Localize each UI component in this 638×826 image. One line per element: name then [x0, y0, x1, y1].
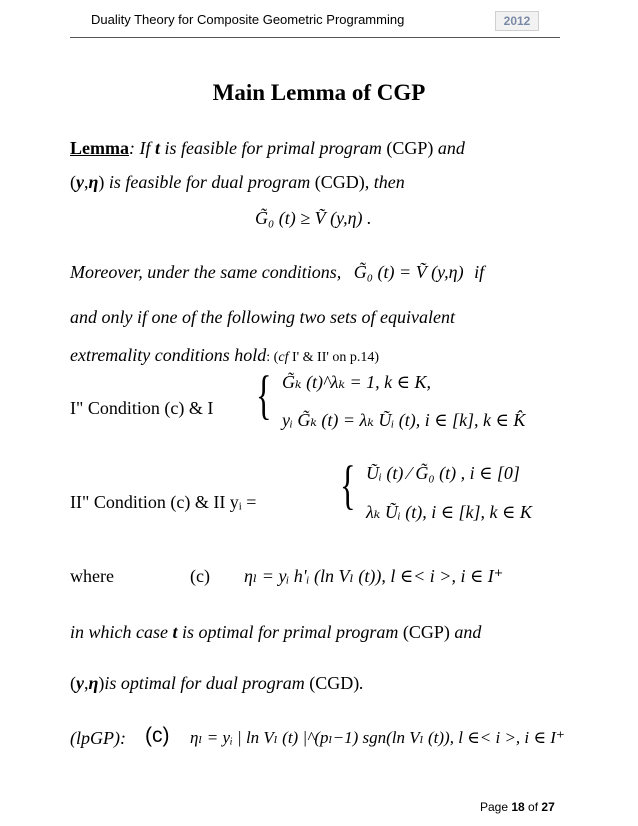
condition-1-label: I" Condition (c) & I [70, 398, 214, 418]
optimal-text-d: is optimal for dual program [104, 673, 310, 693]
paren-open: ( [70, 172, 76, 192]
optimal-text-b: is optimal for primal program [177, 622, 403, 642]
lemma-text-e: , then [364, 172, 405, 192]
condition-1-row-1: G̃ₖ (t)^λₖ = 1, k ∈ K, [282, 372, 431, 392]
condition-2-row-1: Ũᵢ (t) ⁄ G̃₀ (t) , i ∈ [0] [366, 463, 520, 483]
var-eta: η [88, 172, 99, 192]
main-inequality: G̃₀ (t) ≥ Ṽ (y,η) . [255, 208, 372, 228]
moreover-text: Moreover, under the same conditions, [70, 262, 342, 282]
optimal-text-a: in which case [70, 622, 173, 642]
paren-close-2: ) [98, 673, 105, 693]
lemma-text-c: and [433, 138, 465, 158]
footer-page-number: 18 [511, 800, 525, 814]
moreover-equation: G̃₀ (t) = Ṽ (y,η) [353, 262, 464, 282]
equivalence-line: and only if one of the following two sets of equivalent [70, 307, 455, 327]
lemma-cgp: (CGP) [386, 138, 434, 158]
comma: , [84, 172, 89, 192]
condition-2-brace: { [340, 455, 356, 515]
condition-1-brace: { [256, 365, 272, 425]
lemma-label: Lemma [70, 138, 129, 158]
condition-2-row-2: λₖ Ũᵢ (t), i ∈ [k], k ∈ K [366, 502, 532, 522]
lemma-line-1 [70, 138, 465, 159]
paren-close: ) [98, 172, 105, 192]
lemma-text-a: : If [128, 138, 155, 158]
cf-text: cf [278, 350, 289, 365]
comma-2: , [84, 673, 89, 693]
optimal-var-t: t [172, 622, 178, 642]
lpgp-equation: ηₗ = yᵢ | ln Vₗ (t) |^(pₗ−1) sgn(ln Vₗ (t)), l ∈< i >, i ∈ I⁺ [190, 728, 565, 747]
lemma-var-t: t [154, 138, 160, 158]
moreover-if: if [474, 262, 485, 282]
optimal-cgp: (CGP) [402, 622, 450, 642]
page-footer [480, 800, 555, 814]
paren-open-2: ( [70, 673, 76, 693]
footer-prefix: Page [480, 800, 512, 814]
header-year-badge: 2012 [495, 11, 539, 31]
header-divider [70, 37, 560, 38]
footer-page-total: 27 [541, 800, 555, 814]
header-title: Duality Theory for Composite Geometric Programming [91, 12, 405, 27]
extremality-line [70, 345, 379, 366]
where-tag: (c) [190, 566, 210, 586]
optimal-period: . [359, 673, 364, 693]
cf-open: : ( [266, 350, 279, 365]
footer-of: of [524, 800, 542, 814]
optimal-text-c: and [449, 622, 482, 642]
lpgp-tag: (c) [145, 724, 170, 747]
where-label: where [70, 566, 114, 586]
optimal-line-2 [70, 673, 364, 694]
lemma-text-b: is feasible for primal program [160, 138, 387, 158]
lpgp-label: (lpGP): [70, 728, 126, 748]
optimal-line-1 [70, 622, 481, 643]
condition-1-row-2: yᵢ G̃ₖ (t) = λₖ Ũᵢ (t), i ∈ [k], k ∈ K̂ [282, 410, 526, 430]
where-equation: ηₗ = yᵢ h'ᵢ (ln Vₗ (t)), l ∈< i >, i ∈ I⁺ [244, 566, 504, 586]
moreover-line [70, 262, 484, 283]
page-title: Main Lemma of CGP [212, 80, 426, 105]
extremality-text: extremality conditions hold [70, 345, 267, 365]
lemma-cgd: (CGD) [314, 172, 365, 192]
optimal-cgd: (CGD) [309, 673, 360, 693]
cf-ref: I' & II' on p.14) [288, 350, 380, 365]
var-y-2: y [76, 673, 84, 693]
lemma-text-d: is feasible for dual program [104, 172, 315, 192]
var-eta-2: η [88, 673, 99, 693]
lemma-line-2 [70, 172, 405, 193]
condition-2-label: II" Condition (c) & II yᵢ = [70, 492, 257, 512]
var-y: y [76, 172, 84, 192]
